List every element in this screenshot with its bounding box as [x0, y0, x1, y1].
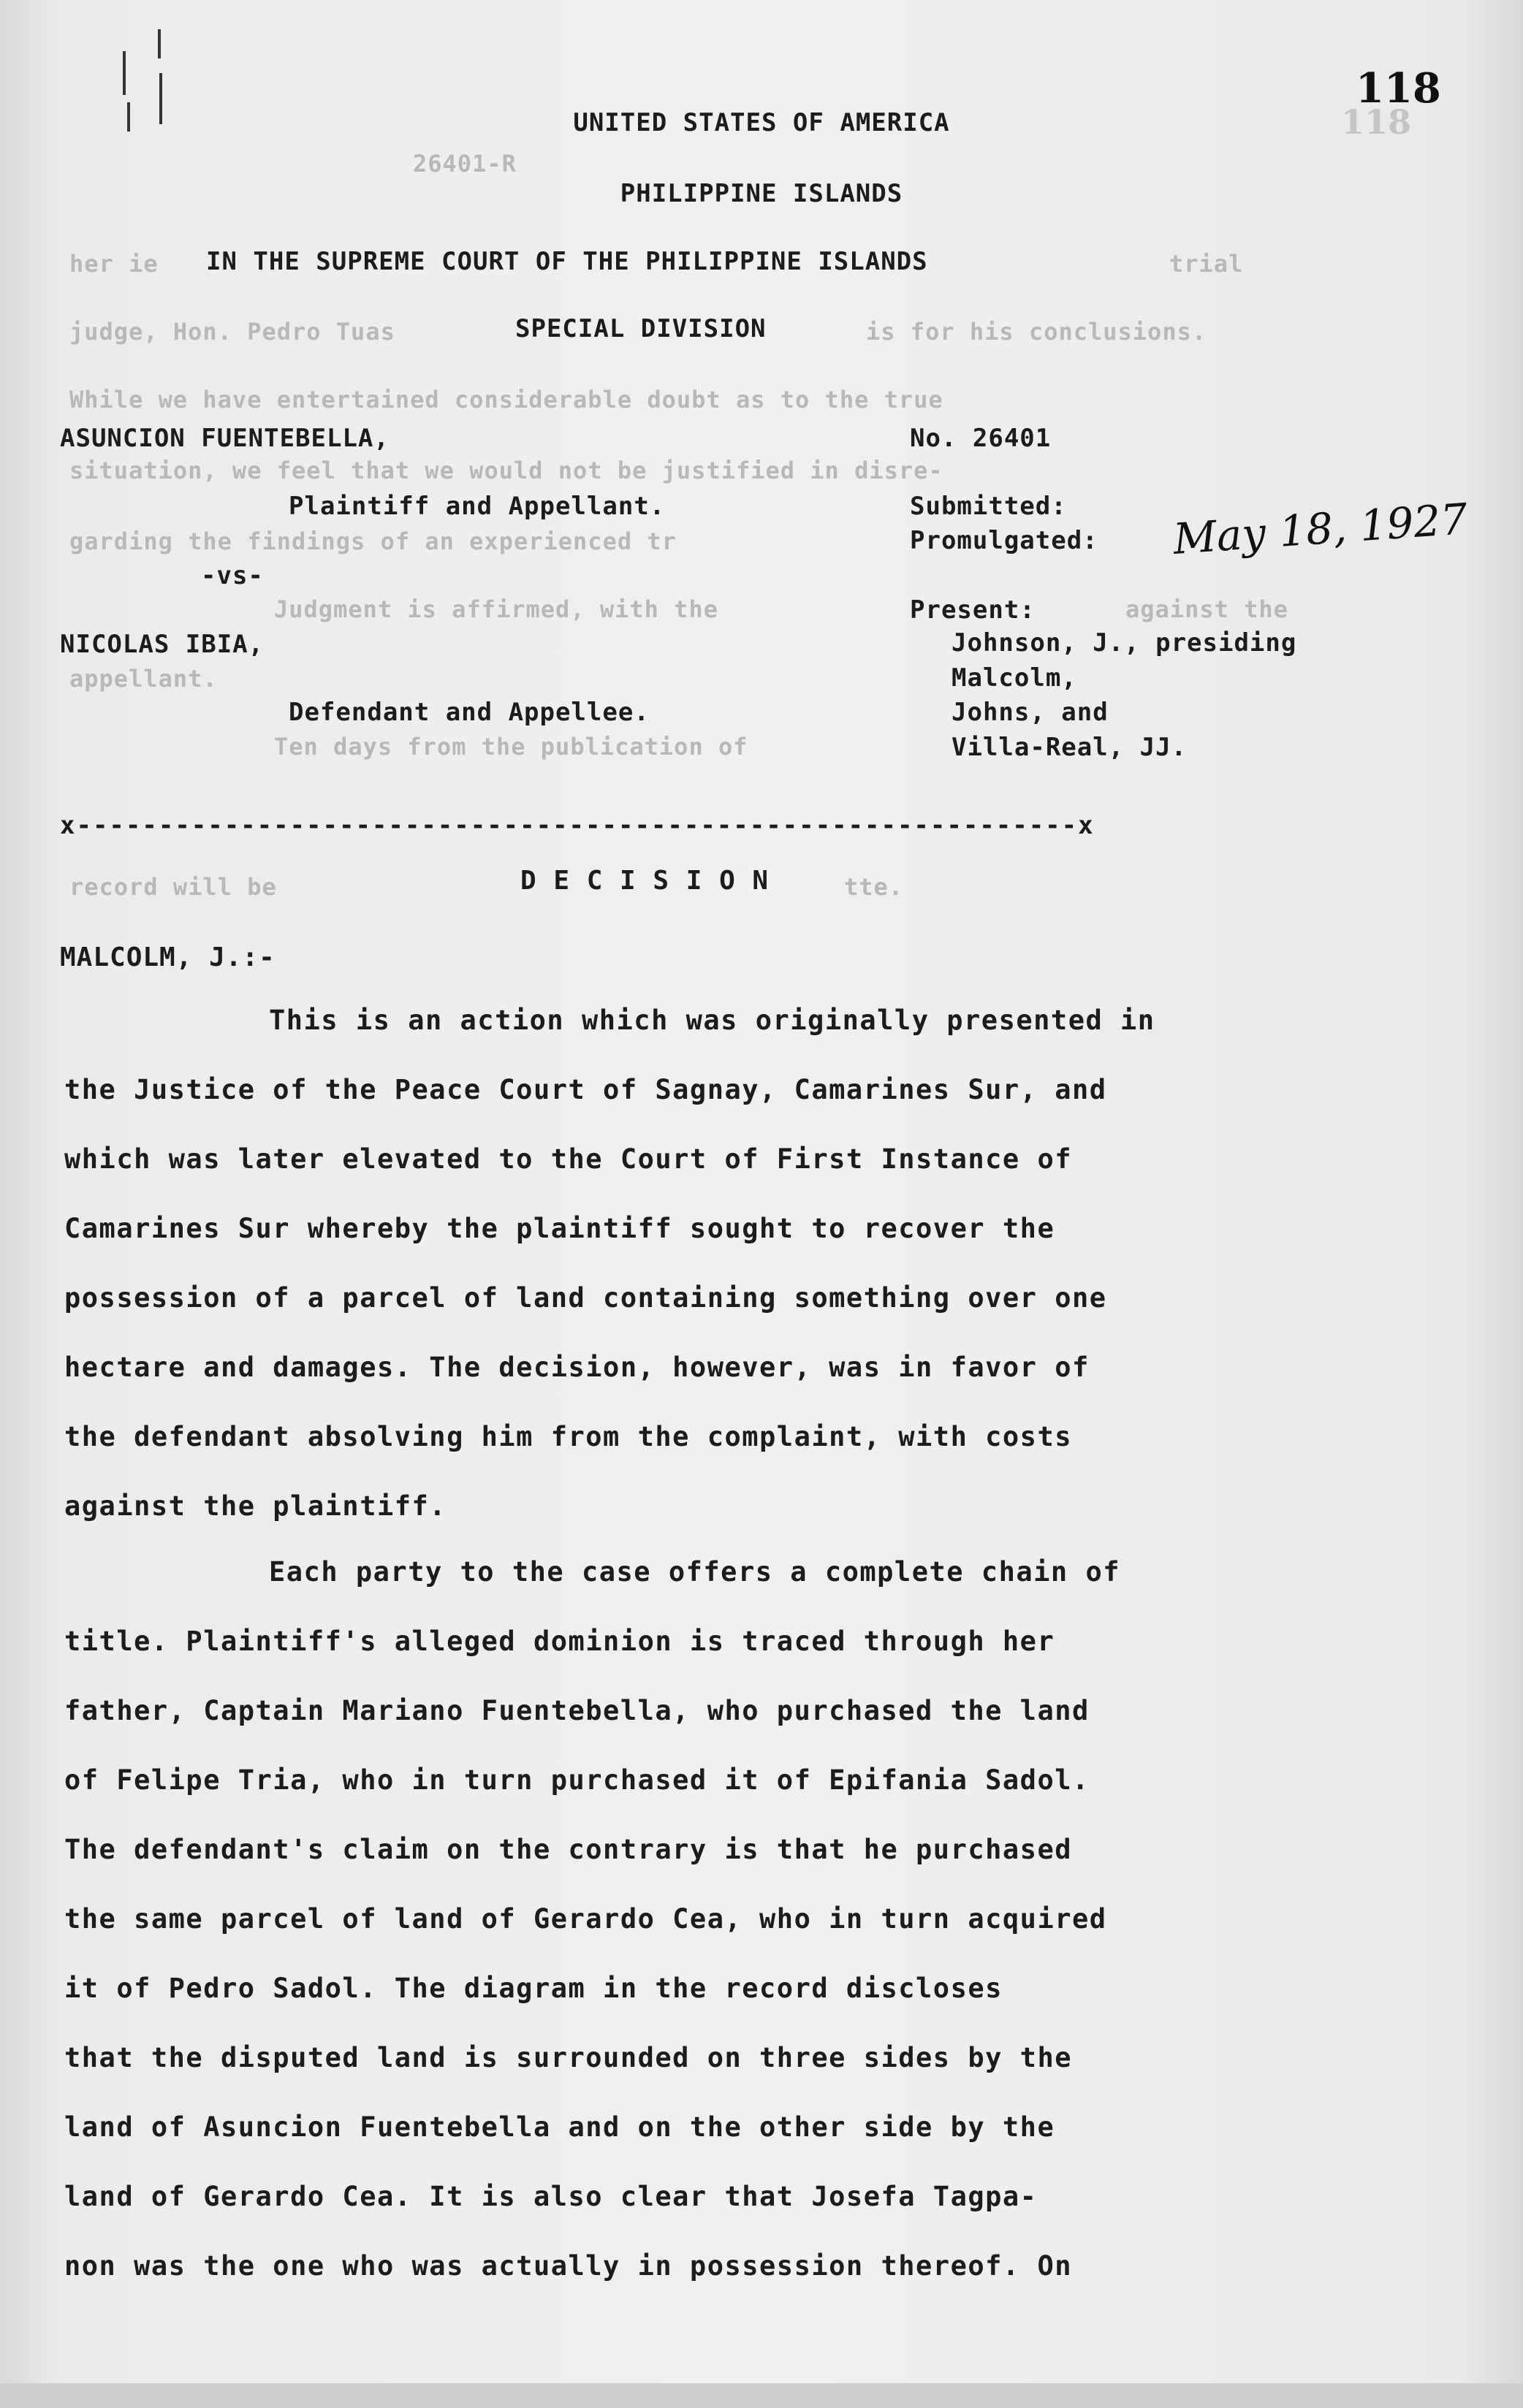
body-line: the same parcel of land of Gerardo Cea, who in turn acquired — [64, 1903, 1107, 1935]
promulgated-label: Promulgated: — [910, 526, 1098, 555]
justice-villa-real: Villa-Real, JJ. — [952, 733, 1188, 762]
justice-malcolm: Malcolm, — [952, 663, 1077, 693]
ghost-text: garding the findings of an experienced tr — [69, 527, 677, 555]
body-line: the Justice of the Peace Court of Sagnay, Camarines Sur, and — [64, 1074, 1107, 1105]
body-line: against the plaintiff. — [64, 1490, 447, 1522]
ghost-text: trial — [1169, 250, 1244, 278]
body-line: non was the one who was actually in possession thereof. On — [64, 2250, 1073, 2282]
author-line: MALCOLM, J.:- — [60, 942, 276, 972]
body-line: Each party to the case offers a complete chain of — [269, 1556, 1121, 1588]
court-title: IN THE SUPREME COURT OF THE PHILIPPINE ISLANDS — [206, 247, 928, 276]
body-line: land of Asuncion Fuentebella and on the other side by the — [64, 2111, 1055, 2143]
body-line: the defendant absolving him from the complaint, with costs — [64, 1421, 1073, 1452]
plaintiff-role: Plaintiff and Appellant. — [289, 492, 666, 521]
caption-separator: x-------------------------------------------------------------x — [60, 811, 1095, 840]
justice-johnson: Johnson, J., presiding — [952, 628, 1297, 658]
division-title: SPECIAL DIVISION — [515, 314, 767, 343]
submitted-label: Submitted: — [910, 492, 1067, 521]
ghost-text: appellant. — [69, 665, 218, 693]
ghost-text: Judgment is affirmed, with the — [274, 595, 718, 623]
body-line: of Felipe Tria, who in turn purchased it of Epifania Sadol. — [64, 1764, 1090, 1796]
scan-footer-strip — [0, 2383, 1523, 2408]
ghost-text: While we have entertained considerable doubt as to the true — [69, 386, 943, 414]
body-line: The defendant's claim on the contrary is that he purchased — [64, 1834, 1073, 1865]
ghost-text: 26401-R — [413, 150, 517, 178]
decision-title: D E C I S I O N — [520, 866, 770, 896]
ghost-text: her ie — [69, 250, 159, 278]
header-islands: PHILIPPINE ISLANDS — [620, 179, 903, 208]
body-line: Camarines Sur whereby the plaintiff sought to recover the — [64, 1213, 1055, 1244]
body-line: This is an action which was originally presented in — [269, 1005, 1155, 1036]
defendant-name: NICOLAS IBIA, — [60, 630, 265, 659]
ghost-text: record will be — [69, 873, 277, 901]
ghost-text: is for his conclusions. — [866, 318, 1207, 346]
body-line: possession of a parcel of land containing something over one — [64, 1282, 1107, 1314]
ghost-text: Ten days from the publication of — [274, 733, 748, 761]
versus: -vs- — [201, 561, 264, 590]
defendant-role: Defendant and Appellee. — [289, 698, 650, 727]
justice-johns: Johns, and — [952, 698, 1109, 727]
page-number-ghost: 118 — [1341, 102, 1412, 142]
body-line: land of Gerardo Cea. It is also clear that Josefa Tagpa- — [64, 2181, 1038, 2212]
page-number: 118 — [1356, 64, 1441, 113]
promulgated-date-handwritten: May 18, 1927 — [1171, 494, 1470, 564]
body-line: father, Captain Mariano Fuentebella, who purchased the land — [64, 1695, 1090, 1726]
header-country: UNITED STATES OF AMERICA — [573, 108, 950, 137]
present-label: Present: — [910, 595, 1036, 625]
ghost-text: against the — [1125, 595, 1288, 623]
ghost-text: judge, Hon. Pedro Tuas — [69, 318, 395, 346]
ghost-text: tte. — [844, 873, 904, 901]
case-number: No. 26401 — [910, 424, 1052, 453]
ghost-text: situation, we feel that we would not be justified in disre- — [69, 457, 943, 484]
plaintiff-name: ASUNCION FUENTEBELLA, — [60, 424, 390, 453]
body-line: hectare and damages. The decision, however, was in favor of — [64, 1352, 1090, 1383]
body-line: it of Pedro Sadol. The diagram in the record discloses — [64, 1973, 1003, 2004]
body-line: that the disputed land is surrounded on three sides by the — [64, 2042, 1073, 2073]
body-line: which was later elevated to the Court of First Instance of — [64, 1143, 1073, 1175]
body-line: title. Plaintiff's alleged dominion is traced through her — [64, 1626, 1055, 1657]
